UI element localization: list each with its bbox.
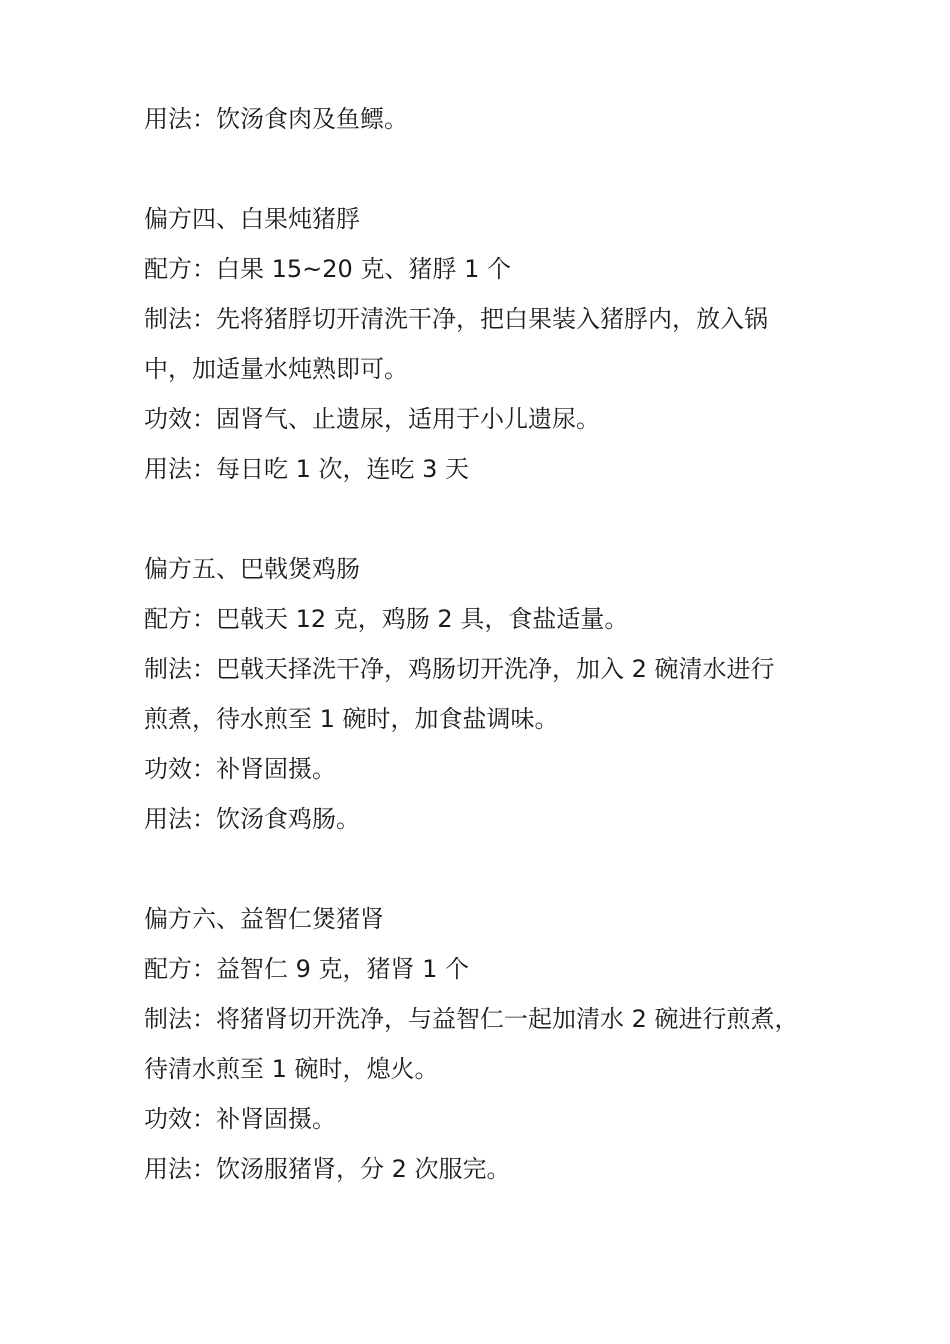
paragraph-spacer (144, 144, 814, 194)
recipe-6-ingredients: 配方：益智仁 9 克，猪肾 1 个 (144, 955, 470, 983)
recipe-4-effect: 功效：固肾气、止遗尿，适用于小儿遗尿。 (144, 405, 600, 433)
recipe-4-ingredients: 配方：白果 15~20 克、猪脬 1 个 (144, 255, 511, 283)
recipe-4-method-line-1: 制法：先将猪脬切开清洗干净，把白果装入猪脬内，放入锅 (144, 305, 768, 333)
paragraph-spacer (144, 844, 814, 894)
recipe-6-method-line-2: 待清水煎至 1 碗时，熄火。 (144, 1055, 439, 1083)
recipe-4-method-line-2: 中，加适量水炖熟即可。 (144, 355, 408, 383)
recipe-4-title: 偏方四、白果炖猪脬 (144, 205, 360, 233)
recipe-5-ingredients: 配方：巴戟天 12 克，鸡肠 2 具，食盐适量。 (144, 605, 629, 633)
intro-usage-line: 用法：饮汤食肉及鱼鳔。 (144, 105, 408, 133)
recipe-4-usage: 用法：每日吃 1 次，连吃 3 天 (144, 455, 470, 483)
paragraph-spacer (144, 494, 814, 544)
recipe-6-title: 偏方六、益智仁煲猪肾 (144, 905, 384, 933)
recipe-4-section (144, 194, 814, 494)
recipe-6-method-line-1: 制法：将猪肾切开洗净，与益智仁一起加清水 2 碗进行煎煮， (144, 1005, 799, 1033)
recipe-6-effect: 功效：补肾固摄。 (144, 1105, 336, 1133)
recipe-5-method-line-1: 制法：巴戟天择洗干净，鸡肠切开洗净，加入 2 碗清水进行 (144, 655, 775, 683)
document-body (144, 94, 814, 1194)
recipe-5-effect: 功效：补肾固摄。 (144, 755, 336, 783)
recipe-5-title: 偏方五、巴戟煲鸡肠 (144, 555, 360, 583)
recipe-5-section (144, 544, 814, 844)
recipe-5-usage: 用法：饮汤食鸡肠。 (144, 805, 360, 833)
recipe-5-method-line-2: 煎煮，待水煎至 1 碗时，加食盐调味。 (144, 705, 559, 733)
recipe-6-usage: 用法：饮汤服猪肾，分 2 次服完。 (144, 1155, 511, 1183)
recipe-6-section (144, 894, 814, 1194)
